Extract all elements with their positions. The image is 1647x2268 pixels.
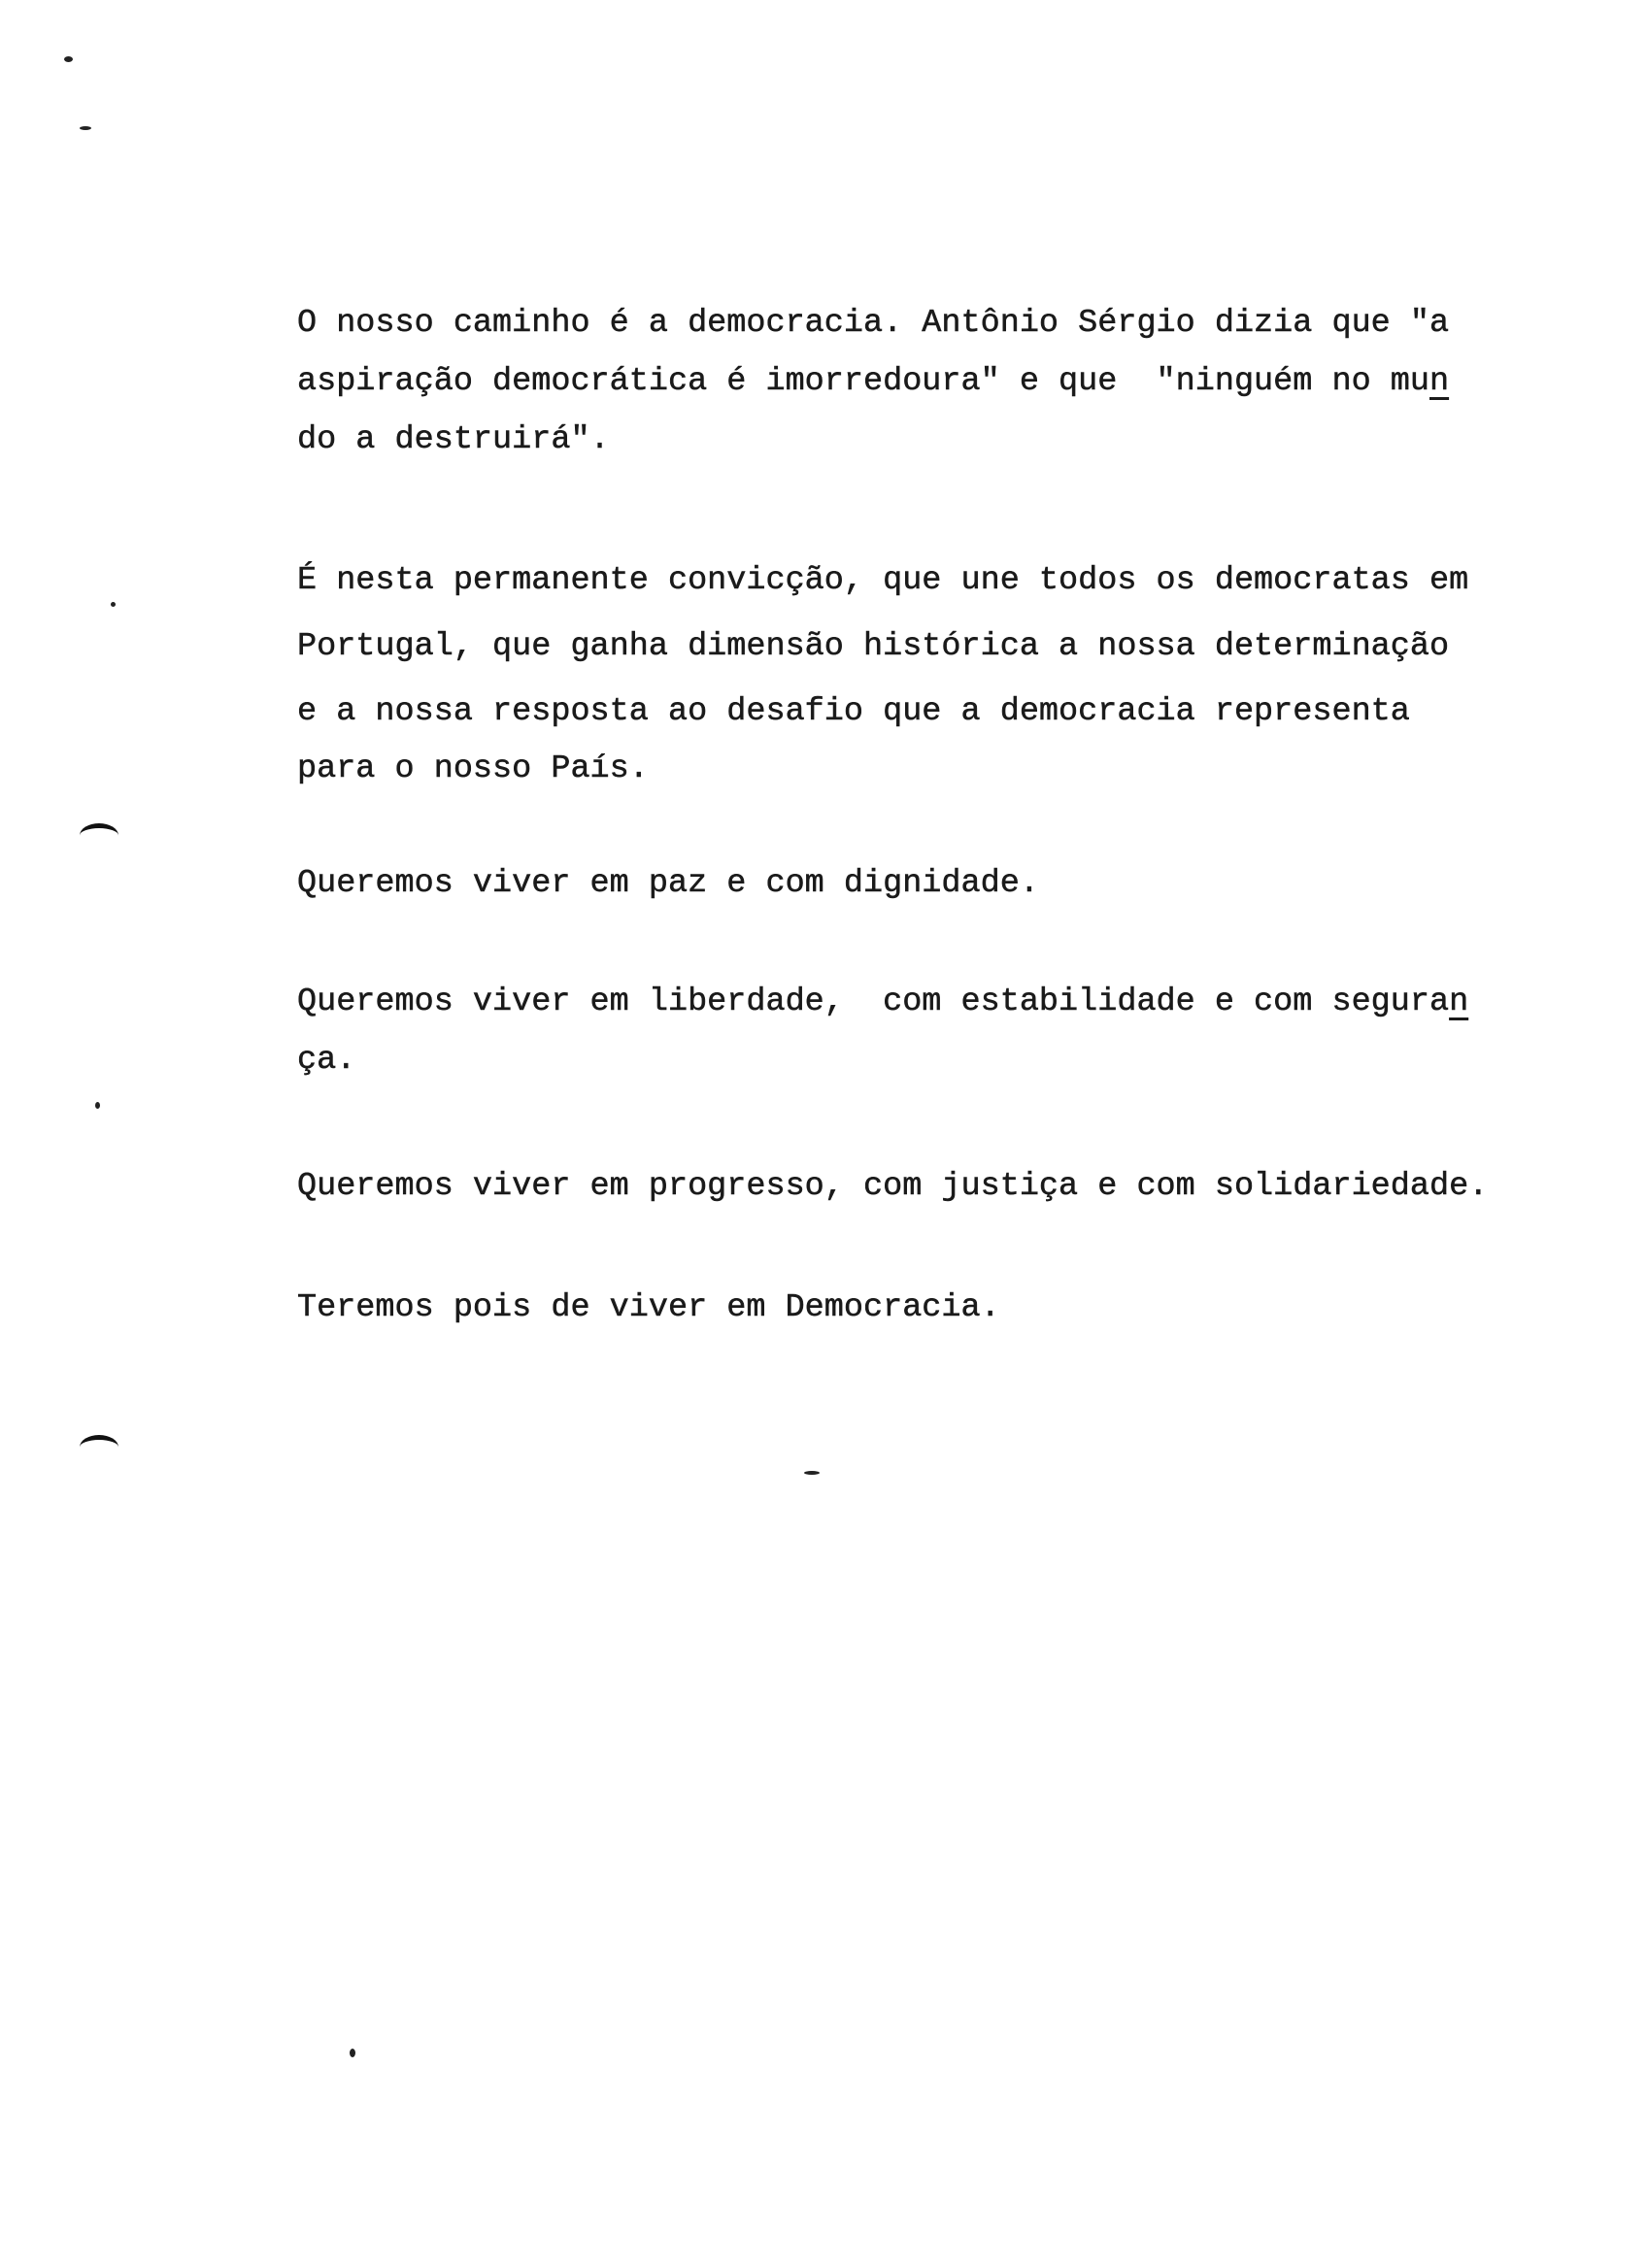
- p3-line1: Queremos viver em paz e com dignidade.: [297, 865, 1039, 902]
- p1-line1: O nosso caminho é a democracia. Antônio Sérgio dizia que "a: [297, 305, 1450, 342]
- hyphen-underline: n: [1449, 984, 1469, 1020]
- punch-hole-mark: [80, 823, 118, 848]
- p4-line1-text: Queremos viver em liberdade, com estabilidade e com segura: [297, 984, 1450, 1020]
- p2-line4: para o nosso País.: [297, 750, 649, 787]
- scan-speck: [350, 2049, 355, 2057]
- punch-hole-mark: [80, 1435, 118, 1459]
- scan-speck: [95, 1102, 100, 1109]
- hyphen-underline: n: [1429, 363, 1450, 400]
- p1-line2-text: aspiração democrática é imorredoura" e que "ninguém no mu: [297, 363, 1429, 400]
- p4-line1: [297, 983, 1468, 1021]
- scan-speck: [64, 56, 73, 62]
- p6-line1: Teremos pois de viver em Democracia.: [297, 1289, 1000, 1326]
- p5-line1: Queremos viver em progresso, com justiça e com solidariedade.: [297, 1168, 1489, 1205]
- p1-line2: [297, 362, 1449, 401]
- p2-line3: e a nossa resposta ao desafio que a democracia representa: [297, 693, 1410, 730]
- scan-speck: [804, 1471, 820, 1475]
- scan-speck: [111, 602, 116, 607]
- p4-line2: ça.: [297, 1042, 356, 1079]
- scan-speck: [80, 126, 91, 130]
- p2-line1: É nesta permanente convicção, que une todos os democratas em: [297, 562, 1469, 599]
- p2-line2: Portugal, que ganha dimensão histórica a nossa determinação: [297, 628, 1450, 665]
- p1-line3: do a destruirá".: [297, 421, 610, 458]
